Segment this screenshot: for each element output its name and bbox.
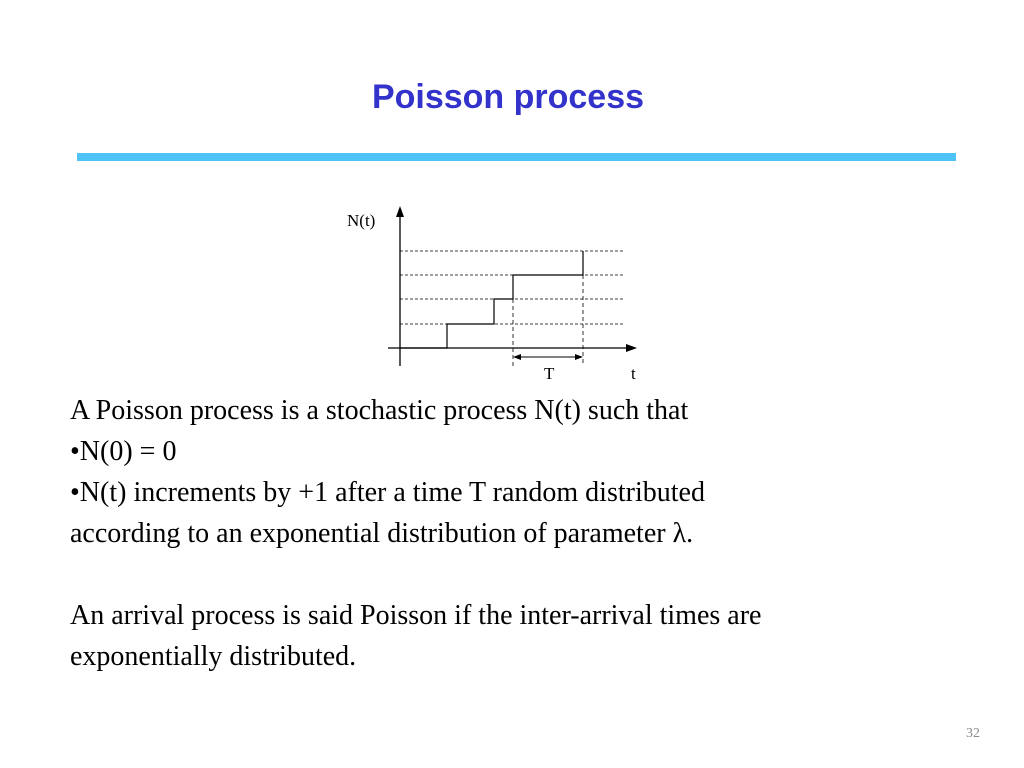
step-function	[400, 251, 583, 348]
poisson-step-figure	[336, 198, 656, 388]
interval-arrow-left-head	[513, 354, 521, 360]
bullet-initial-condition: •N(0) = 0	[70, 436, 177, 467]
slide-title: Poisson process	[371, 78, 645, 116]
page-number: 32	[966, 726, 980, 741]
arrival-text-line-1: An arrival process is said Poisson if the inter-arrival times are	[70, 600, 762, 631]
title-underline	[77, 153, 956, 161]
poisson-step-svg	[336, 198, 656, 388]
intro-text: A Poisson process is a stochastic process N(t) such that	[70, 395, 689, 426]
slide-body	[70, 390, 970, 677]
bullet-increment-line-2: according to an exponential distribution of parameter λ.	[70, 518, 694, 549]
x-axis-label: t	[631, 364, 636, 383]
y-axis-label: N(t)	[347, 211, 376, 230]
paragraph-gap	[70, 554, 970, 595]
arrival-text-line-2: exponentially distributed.	[70, 641, 357, 672]
bullet-increment-line-1: •N(t) increments by +1 after a time T random distributed	[70, 477, 705, 508]
interval-arrow-right-head	[575, 354, 583, 360]
y-axis-arrow	[396, 206, 404, 217]
x-axis-arrow	[626, 344, 637, 352]
interval-label: T	[544, 364, 555, 383]
